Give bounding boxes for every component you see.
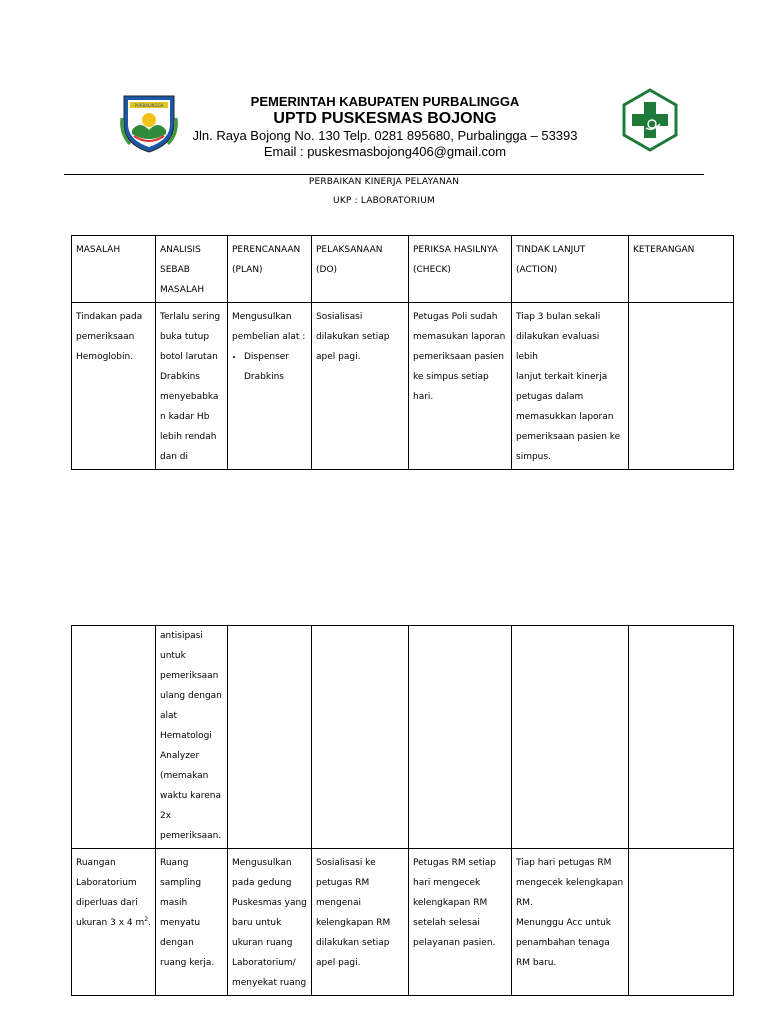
cell-perencanaan <box>228 626 312 849</box>
header-periksa: PERIKSA HASILNYA (CHECK) <box>409 236 512 303</box>
cell-periksa: Petugas RM setiap hari mengecek kelengkapan RM setelah selesai pelayanan pasien. <box>409 849 512 996</box>
superscript: 2 <box>144 916 149 923</box>
header-tindak-lanjut: TINDAK LANJUT (ACTION) <box>512 236 629 303</box>
puskesmas-cross-logo <box>622 88 678 152</box>
cell-keterangan <box>629 626 734 849</box>
header-perencanaan: PERENCANAAN (PLAN) <box>228 236 312 303</box>
cell-masalah <box>72 626 156 849</box>
masalah-end: . <box>148 918 151 928</box>
cell-tindak-lanjut: Tiap 3 bulan sekali dilakukan evaluasi lebih lanjut terkait kinerja petugas dalam memasukkan laporan pemeriksaan pasien ke simpus. <box>512 303 629 470</box>
improvement-table-continued <box>71 625 734 996</box>
cell-analisis: Terlalu sering buka tutup botol larutan Drabkins menyebabka n kadar Hb lebih rendah dan di <box>156 303 228 470</box>
svg-text:PURBALINGGA: PURBALINGGA <box>134 103 164 108</box>
table-row <box>72 849 734 996</box>
plan-text: Mengusulkan pembelian alat : <box>232 312 306 342</box>
cell-pelaksanaan: Sosialisasi dilakukan setiap apel pagi. <box>312 303 409 470</box>
cell-masalah: Tindakan pada pemeriksaan Hemoglobin. <box>72 303 156 470</box>
header-divider <box>64 174 704 175</box>
cell-masalah <box>72 849 156 996</box>
government-name: PEMERINTAH KABUPATEN PURBALINGGA <box>250 94 520 109</box>
table-header-row <box>72 236 734 303</box>
header-keterangan: KETERANGAN <box>629 236 734 303</box>
letterhead <box>175 94 595 160</box>
improvement-table <box>71 235 734 470</box>
masalah-text: Ruangan Laboratorium diperluas dari ukuran 3 x 4 m <box>76 858 145 928</box>
cell-keterangan <box>629 303 734 470</box>
cell-perencanaan <box>228 303 312 470</box>
cell-pelaksanaan: Sosialisasi ke petugas RM mengenai kelengkapan RM dilakukan setiap apel pagi. <box>312 849 409 996</box>
cell-analisis: Ruang sampling masih menyatu dengan ruang kerja. <box>156 849 228 996</box>
header-analisis: ANALISIS SEBAB MASALAH <box>156 236 228 303</box>
table-row <box>72 303 734 470</box>
cell-perencanaan: Mengusulkan pada gedung Puskesmas yang baru untuk ukuran ruang Laboratorium/ menyekat ruang <box>228 849 312 996</box>
institution-name: UPTD PUSKESMAS BOJONG <box>273 110 497 127</box>
plan-bullet-item: • Dispenser Drabkins <box>244 347 307 387</box>
cell-keterangan <box>629 849 734 996</box>
table-row <box>72 626 734 849</box>
cell-pelaksanaan <box>312 626 409 849</box>
header-pelaksanaan: PELAKSANAAN (DO) <box>312 236 409 303</box>
cell-tindak-lanjut: Tiap hari petugas RM mengecek kelengkapan RM. Menunggu Acc untuk penambahan tenaga RM baru. <box>512 849 629 996</box>
purbalingga-crest-logo <box>118 90 180 154</box>
cell-tindak-lanjut <box>512 626 629 849</box>
document-title: PERBAIKAN KINERJA PELAYANAN <box>308 177 460 187</box>
cell-analisis: antisipasi untuk pemeriksaan ulang dengan alat Hematologi Analyzer (memakan waktu karena 2x pemeriksaan. <box>156 626 228 849</box>
cell-periksa: Petugas Poli sudah memasukan laporan pemeriksaan pasien ke simpus setiap hari. <box>409 303 512 470</box>
address-line: Jln. Raya Bojong No. 130 Telp. 0281 895680, Purbalingga – 53393 <box>192 128 578 143</box>
document-subtitle: UKP : LABORATORIUM <box>333 196 435 206</box>
cell-periksa <box>409 626 512 849</box>
email-line: Email : puskesmasbojong406@gmail.com <box>263 144 507 159</box>
header-masalah: MASALAH <box>72 236 156 303</box>
